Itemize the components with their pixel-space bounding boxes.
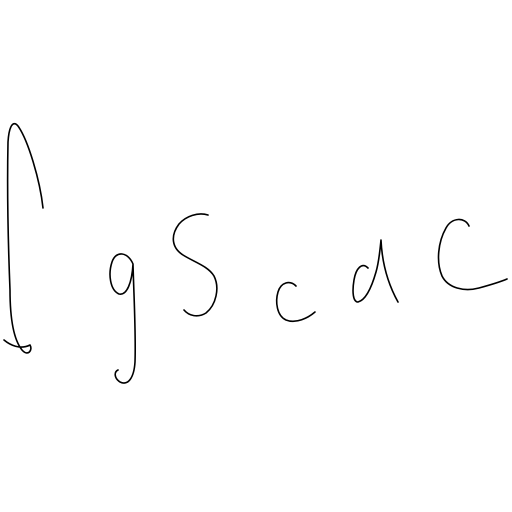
symbol-S	[173, 214, 216, 316]
symbol-d	[353, 240, 398, 302]
symbol-integral	[4, 124, 43, 353]
symbol-g	[110, 254, 135, 383]
symbol-c-1	[277, 283, 315, 322]
symbol-c-2	[439, 219, 507, 289]
